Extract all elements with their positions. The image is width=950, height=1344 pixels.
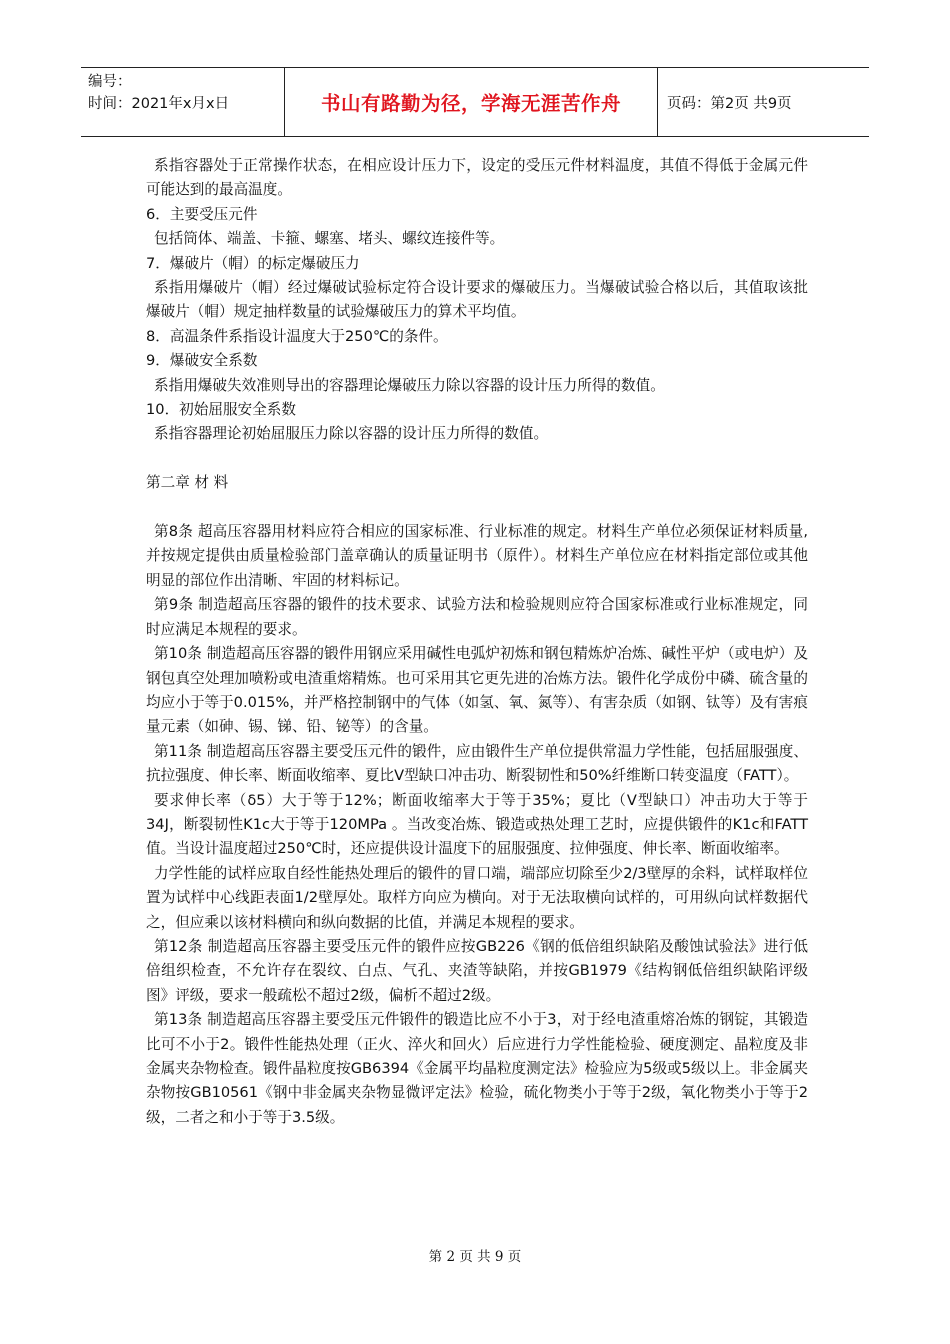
header-left-cell [81,68,284,136]
article-12: 第12条 制造超高压容器主要受压元件的锻件应按GB226《钢的低倍组织缺陷及酸蚀试验法》进行低倍组织检查，不允许存在裂纹、白点、气孔、夹渣等缺陷，并按GB1979《结构钢低倍组织缺陷评级图》评级，要求一般疏松不超过2级，偏析不超过2级。 [146,937,808,1004]
paragraph: 系指容器理论初始屈服压力除以容器的设计压力所得的数值。 [154,425,549,443]
article-11: 第11条 制造超高压容器主要受压元件的锻件，应由锻件生产单位提供常温力学性能，包括屈服强度、抗拉强度、伸长率、断面收缩率、夏比V型缺口冲击功、断裂韧性和50%纤维断口转变温度（FATT）。 [146,742,808,785]
document-number-label: 编号： [88,74,132,90]
article-11-requirements: 要求伸长率（δ5）大于等于12%；断面收缩率大于等于35%；夏比（V型缺口）冲击功大于等于34J，断裂韧性K1c大于等于120MPa 。当改变冶炼、锻造或热处理工艺时，应提供锻件的K1c和FATT值。当设计温度超过250℃时，还应提供设计温度下的屈服强度、拉伸强度、伸长率、断面收缩率。 [146,791,808,858]
header-table [81,67,869,137]
article-11-specimen: 力学性能的试样应取自经性能热处理后的锻件的冒口端，端部应切除至少2/3壁厚的余料，试样取样位置为试样中心线距表面1/2壁厚处。取样方向应为横向。对于无法取横向试样的，可用纵向试样数据代之，但应乘以该材料横向和纵向数据的比值，并满足本规程的要求。 [146,864,808,931]
document-date: 时间：2021年x月x日 [88,96,230,112]
document-body [146,154,808,1130]
paragraph: 系指用爆破失效准则导出的容器理论爆破压力除以容器的设计压力所得的数值。 [154,376,665,394]
definition-heading: 6．主要受压元件 [146,205,258,223]
spacer [146,496,808,520]
definition-heading: 10．初始屈服安全系数 [146,401,296,419]
header-motto: 书山有路勤为径，学海无涯苦作舟 [284,68,658,136]
article-10: 第10条 制造超高压容器的锻件用钢应采用碱性电弧炉初炼和钢包精炼炉冶炼、碱性平炉（或电炉）及钢包真空处理加喷粉或电渣重熔精炼。也可采用其它更先进的冶炼方法。锻件化学成份中磷、硫含量的均应小于等于0.015%，并严格控制钢中的气体（如氢、氧、氮等）、有害杂质（如钢、钛等）及有害痕量元素（如砷、锡、锑、铅、铋等）的含量。 [146,645,808,736]
definition-heading: 8．高温条件系指设计温度大于250℃的条件。 [146,327,448,345]
definition-heading: 7．爆破片（帽）的标定爆破压力 [146,254,360,272]
header-page-info: 页码：第2页 共9页 [667,95,792,112]
spacer [146,447,808,471]
paragraph: 系指用爆破片（帽）经过爆破试验标定符合设计要求的爆破压力。当爆破试验合格以后，其值取该批爆破片（帽）规定抽样数量的试验爆破压力的算术平均值。 [146,279,808,321]
article-13: 第13条 制造超高压容器主要受压元件锻件的锻造比应不小于3，对于经电渣重熔冶炼的钢锭，其锻造比可不小于2。锻件性能热处理（正火、淬火和回火）后应进行力学性能检验、硬度测定、晶粒度及非金属夹杂物检查。锻件晶粒度按GB6394《金属平均晶粒度测定法》检验应为5级或5级以上。非金属夹杂物按GB10561《钢中非金属夹杂物显微评定法》检验，硫化物类小于等于2级，氧化物类小于等于2级，二者之和小于等于3.5级。 [146,1011,808,1126]
paragraph: 包括筒体、端盖、卡箍、螺塞、堵头、螺纹连接件等。 [154,230,505,248]
article-8: 第8条 超高压容器用材料应符合相应的国家标准、行业标准的规定。材料生产单位必须保证材料质量,并按规定提供由质量检验部门盖章确认的质量证明书（原件）。材料生产单位应在材料指定部位或其他明显的部位作出清晰、牢固的材料标记。 [146,523,808,589]
chapter-title: 第二章 材 料 [146,474,229,492]
definition-heading: 9．爆破安全系数 [146,352,258,370]
article-9: 第9条 制造超高压容器的锻件的技术要求、试验方法和检验规则应符合国家标准或行业标准规定，同时应满足本规程的要求。 [146,596,808,638]
page-footer: 第 2 页 共 9 页 [428,1249,522,1265]
paragraph: 系指容器处于正常操作状态，在相应设计压力下，设定的受压元件材料温度，其值不得低于金属元件可能达到的最高温度。 [146,157,808,199]
